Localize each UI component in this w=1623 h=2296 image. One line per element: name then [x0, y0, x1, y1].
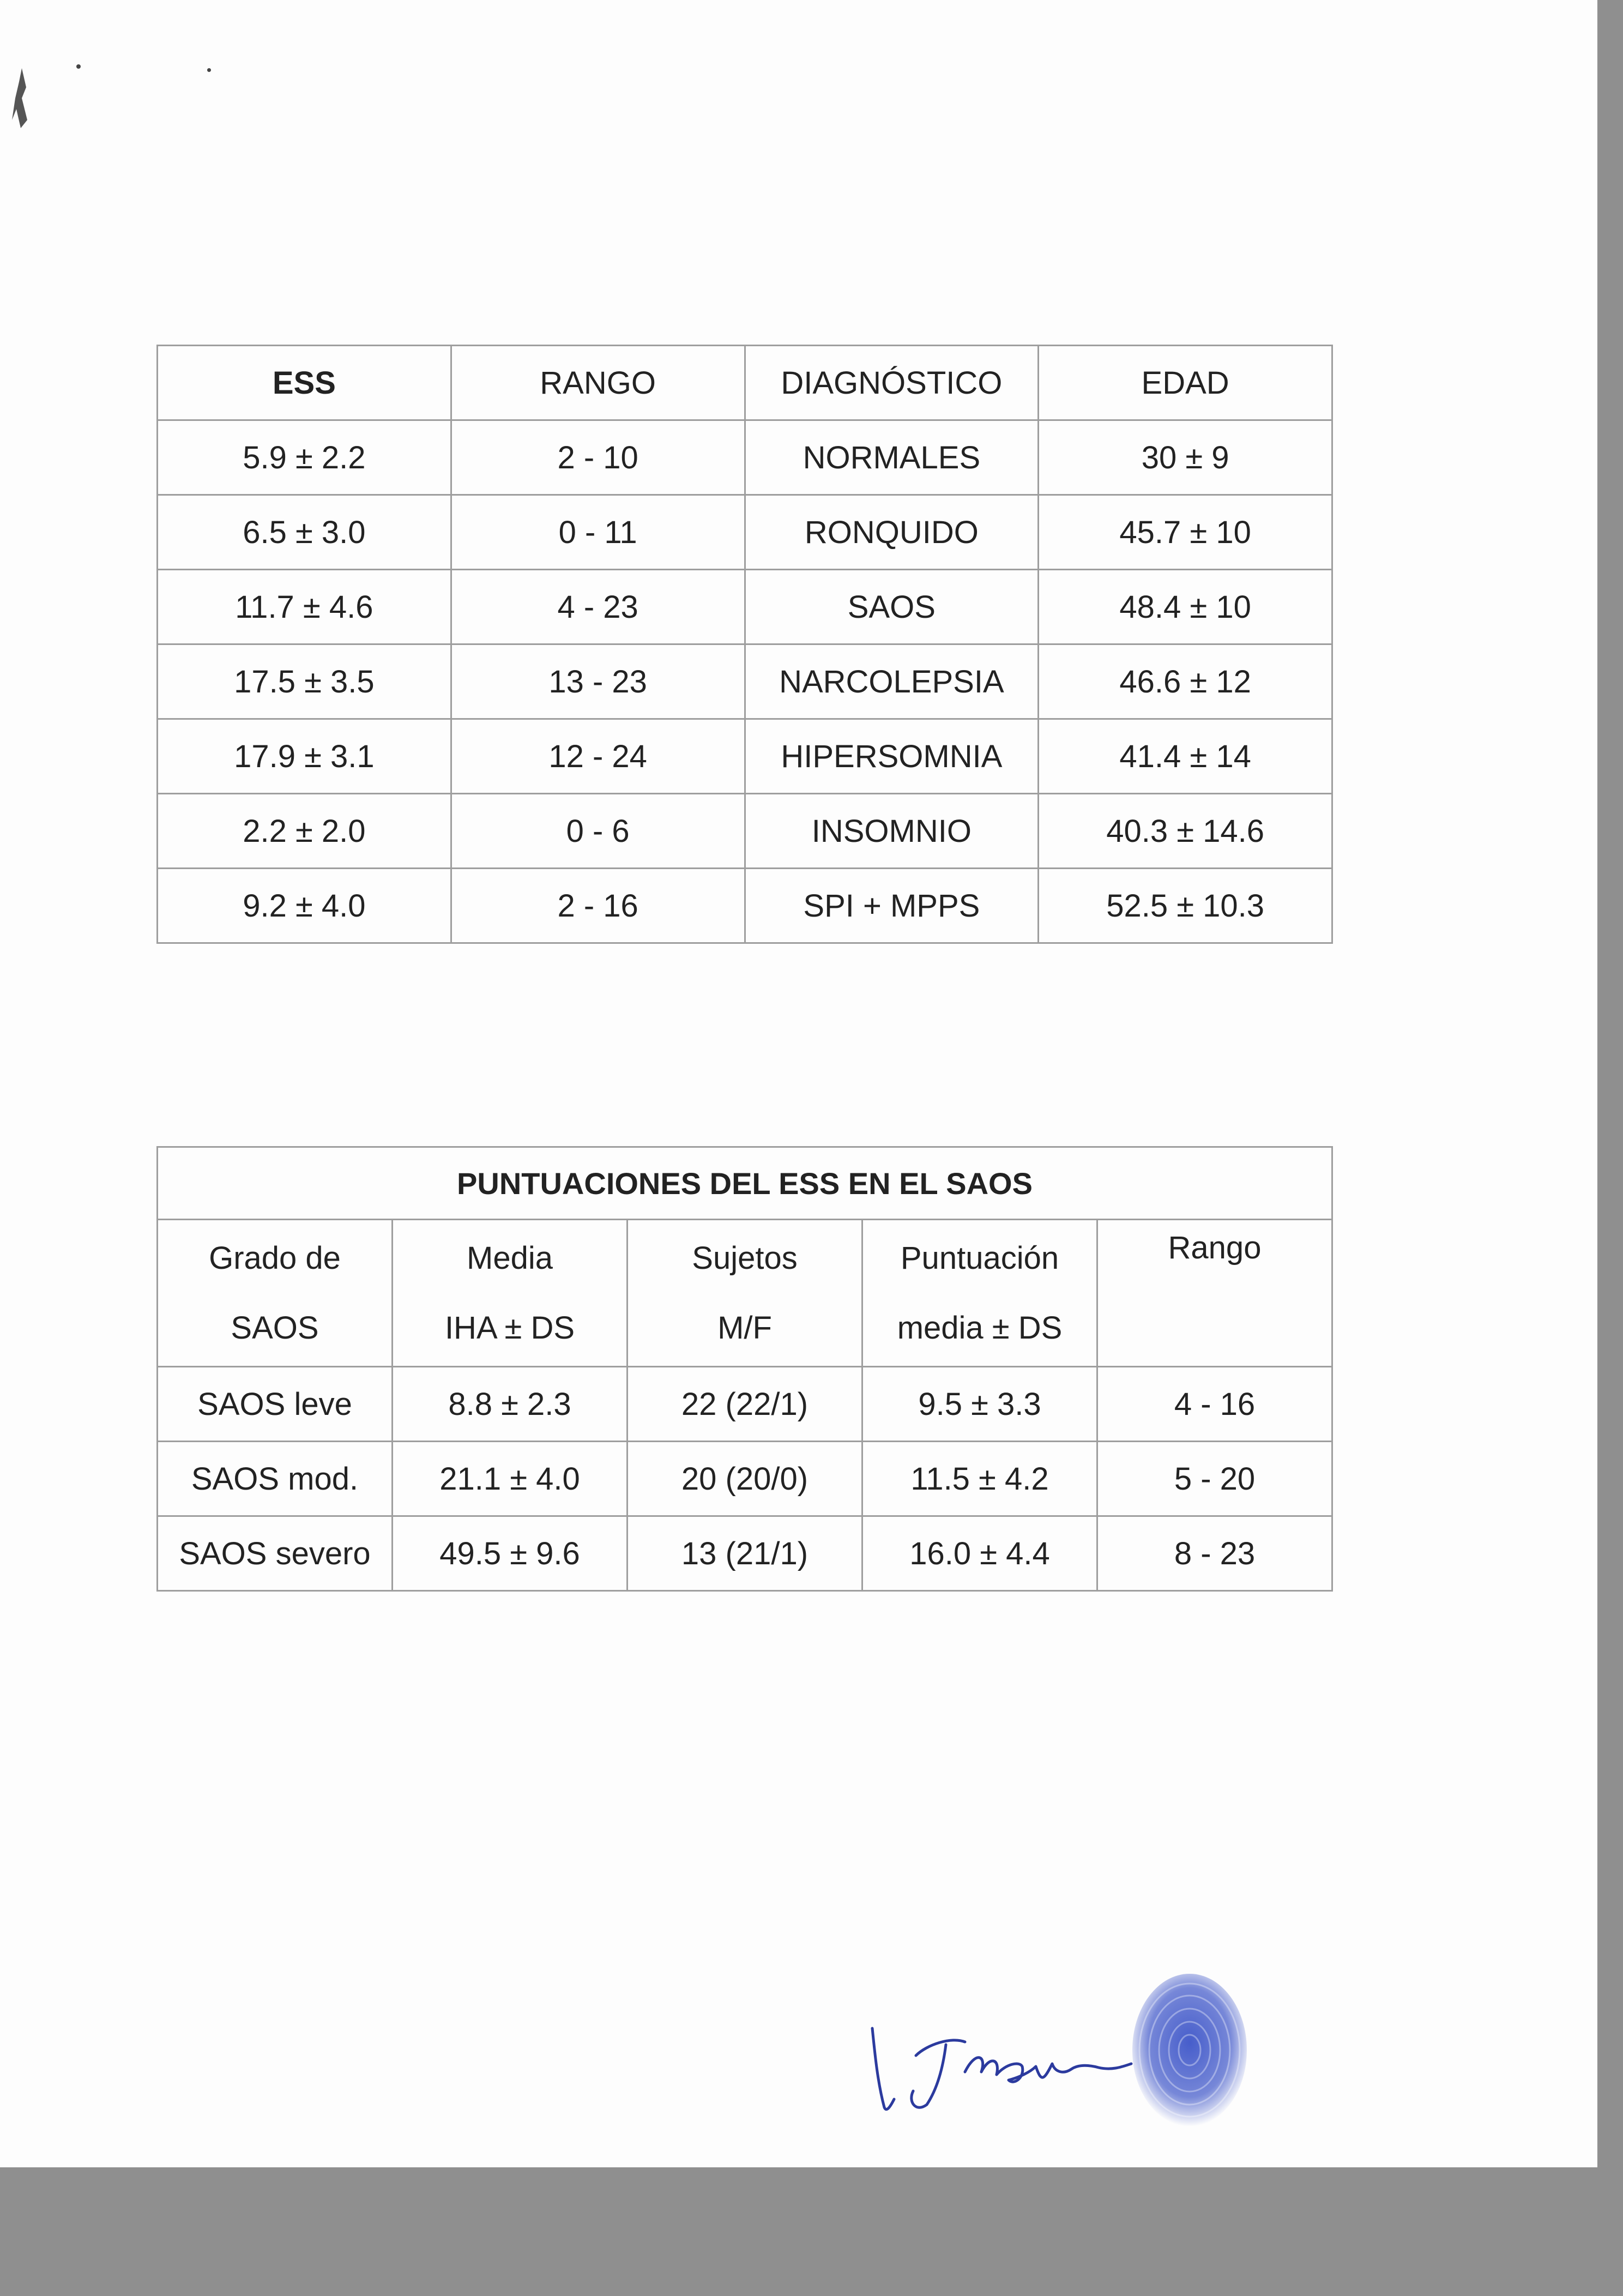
- table-row: [158, 869, 1332, 943]
- table-cell: 17.9 ± 3.1: [158, 719, 451, 794]
- table-cell: 11.7 ± 4.6: [158, 570, 451, 644]
- table-cell: 11.5 ± 4.2: [862, 1442, 1097, 1516]
- header-line: Media: [467, 1240, 553, 1276]
- table-cell: 45.7 ± 10: [1039, 495, 1332, 570]
- table-cell: 21.1 ± 4.0: [393, 1442, 628, 1516]
- table-cell: SAOS leve: [158, 1367, 393, 1442]
- table-row: [158, 719, 1332, 794]
- table-cell: SPI + MPPS: [745, 869, 1039, 943]
- ess-saos-scores-table: [156, 1146, 1333, 1592]
- table-cell: RONQUIDO: [745, 495, 1039, 570]
- table-row: [158, 1516, 1332, 1591]
- table-cell: NARCOLEPSIA: [745, 644, 1039, 719]
- table-cell: 2.2 ± 2.0: [158, 794, 451, 869]
- ess-diagnosis-table: [156, 345, 1333, 944]
- table-cell: 22 (22/1): [628, 1367, 862, 1442]
- header-cell-edad: EDAD: [1039, 346, 1332, 420]
- table-cell: NORMALES: [745, 420, 1039, 495]
- header-line: Puntuación: [900, 1240, 1059, 1276]
- table-cell: SAOS severo: [158, 1516, 393, 1591]
- header-cell-grado: [158, 1220, 393, 1367]
- table-cell: 4 - 23: [451, 570, 745, 644]
- header-line: Sujetos: [692, 1240, 798, 1276]
- header-cell-rango: RANGO: [451, 346, 745, 420]
- header-cell-ess: ESS: [158, 346, 451, 420]
- table-row: [158, 495, 1332, 570]
- table-title-row: [158, 1147, 1332, 1220]
- table-cell: 30 ± 9: [1039, 420, 1332, 495]
- table-cell: 13 (21/1): [628, 1516, 862, 1591]
- scan-stain-mark: [5, 65, 33, 131]
- table-cell: 5 - 20: [1097, 1442, 1332, 1516]
- table-cell: 40.3 ± 14.6: [1039, 794, 1332, 869]
- table-cell: SAOS: [745, 570, 1039, 644]
- handwritten-signature: [872, 2028, 1131, 2110]
- table-cell: 8.8 ± 2.3: [393, 1367, 628, 1442]
- table-cell: 0 - 11: [451, 495, 745, 570]
- table-header-row: [158, 346, 1332, 420]
- table-cell: 48.4 ± 10: [1039, 570, 1332, 644]
- table-cell: 2 - 10: [451, 420, 745, 495]
- table-row: [158, 420, 1332, 495]
- table-cell: 13 - 23: [451, 644, 745, 719]
- header-line: IHA ± DS: [444, 1310, 575, 1346]
- signature-with-fingerprint-icon: [856, 1968, 1248, 2154]
- scan-speck: [207, 68, 211, 72]
- table-cell: 9.2 ± 4.0: [158, 869, 451, 943]
- header-line: media ± DS: [897, 1310, 1063, 1346]
- table-row: [158, 1367, 1332, 1442]
- header-cell-media: [393, 1220, 628, 1367]
- table-cell: 52.5 ± 10.3: [1039, 869, 1332, 943]
- header-cell-diagnostico: DIAGNÓSTICO: [745, 346, 1039, 420]
- table-cell: 49.5 ± 9.6: [393, 1516, 628, 1591]
- table-cell: 4 - 16: [1097, 1367, 1332, 1442]
- table-cell: SAOS mod.: [158, 1442, 393, 1516]
- scan-speck: [76, 64, 81, 69]
- table-cell: INSOMNIO: [745, 794, 1039, 869]
- table-cell: 9.5 ± 3.3: [862, 1367, 1097, 1442]
- table-cell: 8 - 23: [1097, 1516, 1332, 1591]
- header-cell-rango: [1097, 1220, 1332, 1367]
- header-line: Grado de: [209, 1240, 341, 1276]
- header-cell-puntuacion: [862, 1220, 1097, 1367]
- table-cell: 5.9 ± 2.2: [158, 420, 451, 495]
- table-cell: 12 - 24: [451, 719, 745, 794]
- table-title: PUNTUACIONES DEL ESS EN EL SAOS: [158, 1147, 1332, 1220]
- table-cell: 0 - 6: [451, 794, 745, 869]
- table-cell: 6.5 ± 3.0: [158, 495, 451, 570]
- header-line: M/F: [717, 1310, 772, 1346]
- table-row: [158, 1442, 1332, 1516]
- table-cell: 41.4 ± 14: [1039, 719, 1332, 794]
- table-cell: HIPERSOMNIA: [745, 719, 1039, 794]
- table-row: [158, 570, 1332, 644]
- table-cell: 20 (20/0): [628, 1442, 862, 1516]
- header-cell-sujetos: [628, 1220, 862, 1367]
- table-cell: 46.6 ± 12: [1039, 644, 1332, 719]
- table-row: [158, 644, 1332, 719]
- header-line: Rango: [1168, 1230, 1262, 1265]
- table-cell: 17.5 ± 3.5: [158, 644, 451, 719]
- table-cell: 16.0 ± 4.4: [862, 1516, 1097, 1591]
- fingerprint-icon: [1132, 1974, 1247, 2126]
- header-line: SAOS: [231, 1310, 319, 1346]
- table-header-row: [158, 1220, 1332, 1367]
- table-row: [158, 794, 1332, 869]
- table-cell: 2 - 16: [451, 869, 745, 943]
